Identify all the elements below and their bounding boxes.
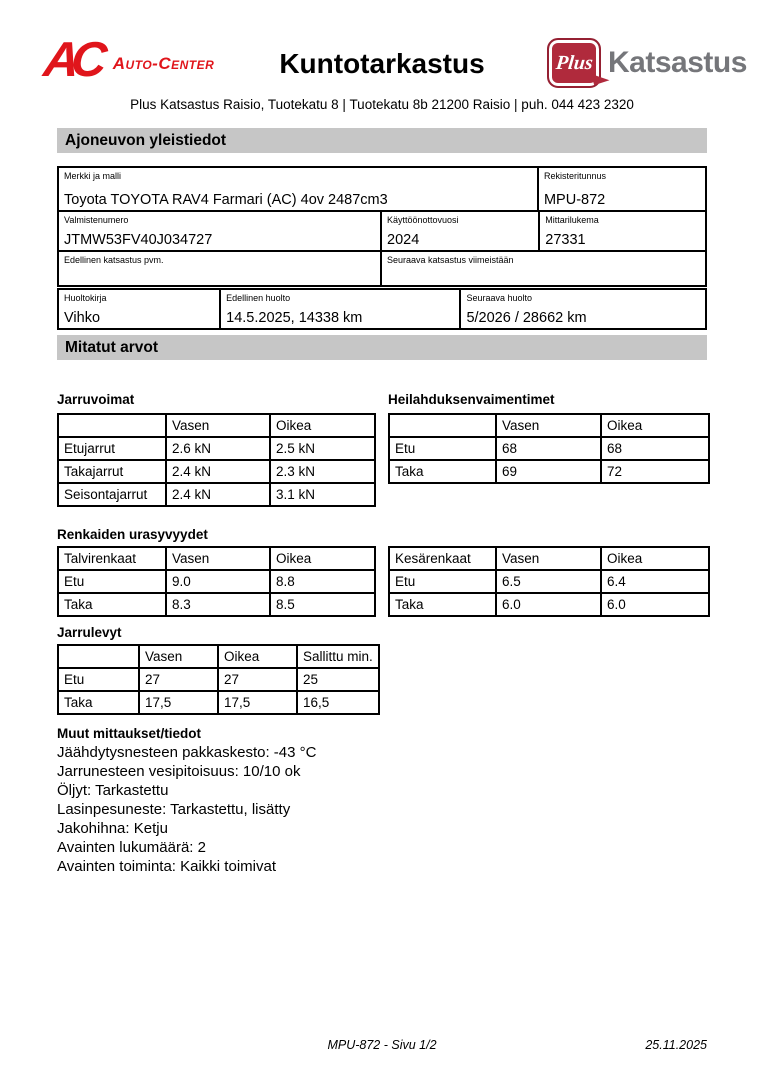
- column-header: [58, 414, 166, 437]
- row-header: Etujarrut: [58, 437, 166, 460]
- table-cell: 2.4 kN: [166, 483, 270, 506]
- table-cell: 2.3 kN: [270, 460, 375, 483]
- table-row: [389, 437, 709, 460]
- field-label: Seuraava huolto: [466, 293, 532, 303]
- column-header: Talvirenkaat: [58, 547, 166, 570]
- table-cell: 6.0: [496, 593, 601, 616]
- auto-center-logo-icon: AC: [41, 33, 102, 87]
- field-label: Merkki ja malli: [64, 171, 122, 181]
- field-valmistenumero: [59, 212, 382, 250]
- service-info-table: [57, 288, 707, 330]
- table-row: [389, 460, 709, 483]
- field-value: JTMW53FV40J034727: [64, 232, 213, 248]
- field-value: 5/2026 / 28662 km: [466, 310, 587, 326]
- column-header: Vasen: [496, 414, 601, 437]
- table-cell: 27: [218, 668, 297, 691]
- kesarenkaat-table: [388, 546, 710, 617]
- table-cell: 2.6 kN: [166, 437, 270, 460]
- column-header: Kesärenkaat: [389, 547, 496, 570]
- field-edellinen-katsastus: [59, 252, 382, 285]
- table-cell: 25: [297, 668, 379, 691]
- table-cell: 2.5 kN: [270, 437, 375, 460]
- jarruvoimat-title: Jarruvoimat: [57, 392, 135, 407]
- jarrulevyt-table: [57, 644, 380, 715]
- table-cell: 6.0: [601, 593, 709, 616]
- info-line: Jarrunesteen vesipitoisuus: 10/10 ok: [57, 763, 301, 780]
- field-kayttoonottovuosi: [382, 212, 540, 250]
- info-line: Jäähdytysnesteen pakkaskesto: -43 °C: [57, 744, 317, 761]
- table-row: [58, 593, 375, 616]
- station-address: Plus Katsastus Raisio, Tuotekatu 8 | Tuotekatu 8b 21200 Raisio | puh. 044 423 2320: [130, 97, 634, 112]
- field-label: Edellinen katsastus pvm.: [64, 255, 164, 265]
- table-cell: 17,5: [218, 691, 297, 714]
- talvirenkaat-table: [57, 546, 376, 617]
- table-cell: 6.5: [496, 570, 601, 593]
- table-cell: 2.4 kN: [166, 460, 270, 483]
- field-value: MPU-872: [543, 192, 606, 208]
- renkaat-title: Renkaiden urasyvyydet: [57, 527, 208, 542]
- column-header: [58, 645, 139, 668]
- table-cell: 6.4: [601, 570, 709, 593]
- column-header: Vasen: [496, 547, 601, 570]
- table-cell: 69: [496, 460, 601, 483]
- muut-mittaukset-list: [57, 743, 316, 876]
- column-header: Vasen: [166, 414, 270, 437]
- table-cell: 8.5: [270, 593, 375, 616]
- vaimentimet-title: Heilahduksenvaimentimet: [388, 392, 555, 407]
- field-label: Valmistenumero: [64, 215, 129, 225]
- section-header-general-info: Ajoneuvon yleistiedot: [57, 128, 707, 153]
- field-label: Käyttöönottovuosi: [387, 215, 459, 225]
- table-cell: 27: [139, 668, 218, 691]
- row-header: Taka: [389, 460, 496, 483]
- field-value: Vihko: [64, 310, 101, 326]
- jarruvoimat-table: [57, 413, 376, 507]
- table-row: [389, 570, 709, 593]
- table-cell: 68: [601, 437, 709, 460]
- column-header: Sallittu min.: [297, 645, 379, 668]
- row-header: Takajarrut: [58, 460, 166, 483]
- column-header: Oikea: [270, 547, 375, 570]
- column-header: [389, 414, 496, 437]
- footer-page-number: MPU-872 - Sivu 1/2: [327, 1038, 437, 1052]
- table-row: [389, 593, 709, 616]
- row-header: Seisontajarrut: [58, 483, 166, 506]
- vehicle-info-table: [57, 166, 707, 287]
- field-mittarilukema: [540, 212, 705, 250]
- vaimentimet-table: [388, 413, 710, 484]
- field-edellinen-huolto: [221, 290, 461, 328]
- field-value: Toyota TOYOTA RAV4 Farmari (AC) 4ov 2487cm3: [64, 192, 388, 208]
- info-line: Avainten lukumäärä: 2: [57, 839, 206, 856]
- column-header: Oikea: [218, 645, 297, 668]
- table-cell: 8.8: [270, 570, 375, 593]
- table-cell: 17,5: [139, 691, 218, 714]
- table-row: [58, 570, 375, 593]
- table-cell: 16,5: [297, 691, 379, 714]
- katsastus-logo-text: Katsastus: [608, 46, 747, 79]
- plus-bubble-icon: [547, 38, 601, 88]
- row-header: Taka: [58, 593, 166, 616]
- column-header: Vasen: [166, 547, 270, 570]
- column-header: Vasen: [139, 645, 218, 668]
- row-header: Etu: [58, 668, 139, 691]
- row-header: Taka: [58, 691, 139, 714]
- page-title: Kuntotarkastus: [279, 48, 485, 79]
- row-header: Etu: [58, 570, 166, 593]
- column-header: Oikea: [601, 547, 709, 570]
- field-merkki-ja-malli: [59, 168, 539, 210]
- footer-date: 25.11.2025: [645, 1038, 707, 1052]
- info-line: Lasinpesuneste: Tarkastettu, lisätty: [57, 801, 291, 818]
- table-row: [58, 437, 375, 460]
- speech-bubble-tail-icon: [591, 69, 610, 85]
- auto-center-logo-text: Auto-Center: [112, 54, 215, 74]
- jarrulevyt-title: Jarrulevyt: [57, 625, 122, 640]
- table-row: [58, 460, 375, 483]
- table-row: [58, 668, 379, 691]
- info-line: Avainten toiminta: Kaikki toimivat: [57, 858, 276, 875]
- row-header: Taka: [389, 593, 496, 616]
- column-header: Oikea: [270, 414, 375, 437]
- row-header: Etu: [389, 570, 496, 593]
- info-line: Öljyt: Tarkastettu: [57, 782, 169, 799]
- field-seuraava-katsastus: [382, 252, 705, 285]
- plus-katsastus-logo: [547, 38, 747, 88]
- table-cell: 8.3: [166, 593, 270, 616]
- plus-logo-text: Plus: [554, 51, 594, 74]
- section-header-measured-values: Mitatut arvot: [57, 335, 707, 360]
- field-label: Rekisteritunnus: [543, 171, 606, 181]
- table-cell: 72: [601, 460, 709, 483]
- field-value: 14.5.2025, 14338 km: [226, 310, 363, 326]
- field-label: Seuraava katsastus viimeistään: [387, 255, 514, 265]
- field-seuraava-huolto: [461, 290, 705, 328]
- row-header: Etu: [389, 437, 496, 460]
- field-label: Huoltokirja: [64, 293, 107, 303]
- table-cell: 9.0: [166, 570, 270, 593]
- field-rekisteritunnus: [539, 168, 705, 210]
- table-row: [58, 691, 379, 714]
- table-cell: 3.1 kN: [270, 483, 375, 506]
- column-header: Oikea: [601, 414, 709, 437]
- field-label: Edellinen huolto: [226, 293, 291, 303]
- field-value: 2024: [387, 232, 420, 248]
- field-value: 27331: [545, 232, 586, 248]
- field-huoltokirja: [59, 290, 221, 328]
- table-cell: 68: [496, 437, 601, 460]
- table-row: [58, 483, 375, 506]
- info-line: Jakohihna: Ketju: [57, 820, 168, 837]
- muut-mittaukset-title: Muut mittaukset/tiedot: [57, 726, 201, 741]
- field-label: Mittarilukema: [545, 215, 599, 225]
